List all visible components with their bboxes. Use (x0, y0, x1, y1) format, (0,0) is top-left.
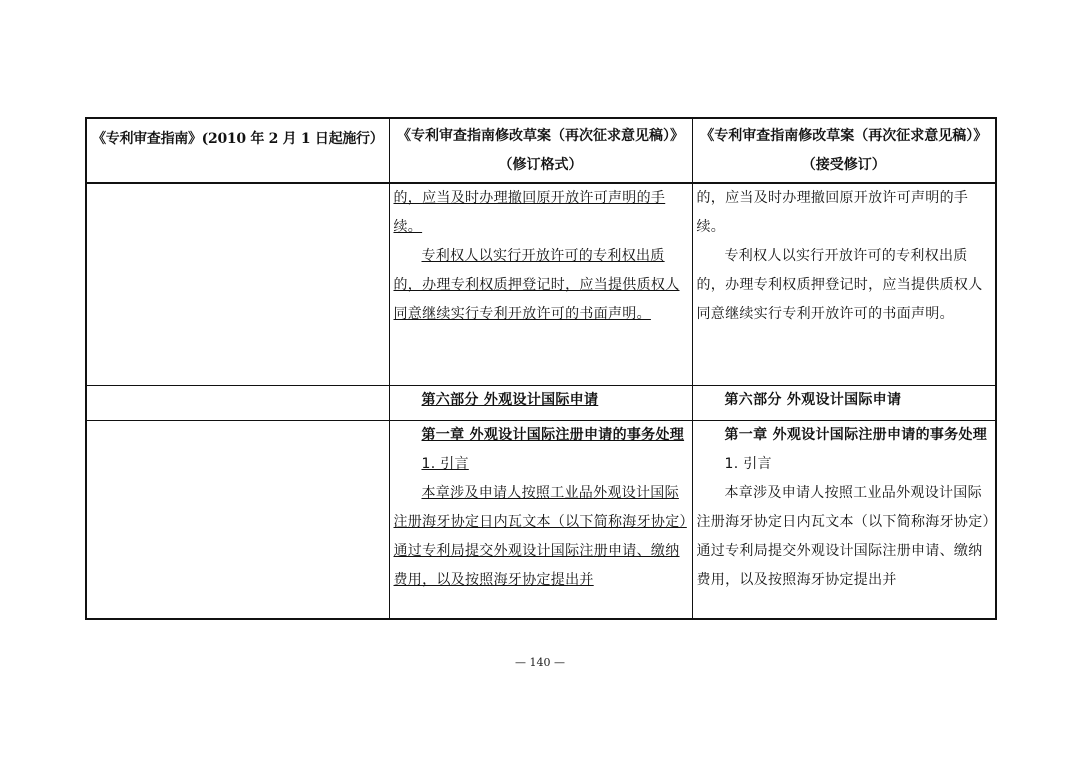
table-row (86, 183, 996, 386)
cell-track-changes (389, 183, 692, 386)
paragraph: 专利权人以实行开放许可的专利权出质的，办理专利权质押登记时，应当提供质权人同意继续实行专利开放许可的书面声明。 (393, 248, 680, 322)
section-heading: 1. 引言 (421, 456, 469, 472)
cell-accepted (692, 386, 996, 421)
cell-original (86, 183, 389, 386)
cell-original (86, 386, 389, 421)
paragraph: 的，应当及时办理撤回原开放许可声明的手续。 (393, 190, 666, 235)
comparison-table (85, 117, 997, 620)
header-revised-accepted: 《专利审查指南修改草案（再次征求意见稿）》（接受修订） (692, 118, 996, 183)
part-heading: 第六部分 外观设计国际申请 (724, 392, 902, 408)
table-row (86, 386, 996, 421)
cell-original (86, 421, 389, 620)
cell-track-changes (389, 386, 692, 421)
table-header-row (86, 118, 996, 183)
cell-accepted (692, 421, 996, 620)
part-heading: 第六部分 外观设计国际申请 (421, 392, 599, 408)
section-heading: 1. 引言 (724, 456, 772, 472)
header-revised-track-changes: 《专利审查指南修改草案（再次征求意见稿）》（修订格式） (389, 118, 692, 183)
paragraph: 本章涉及申请人按照工业品外观设计国际注册海牙协定日内瓦文本（以下简称海牙协定）通过专利局提交外观设计国际注册申请、缴纳费用，以及按照海牙协定提出并 (393, 485, 687, 588)
header-original-guideline: 《专利审查指南》(2010 年 2 月 1 日起施行） (86, 118, 389, 183)
paragraph: 本章涉及申请人按照工业品外观设计国际注册海牙协定日内瓦文本（以下简称海牙协定）通过专利局提交外观设计国际注册申请、缴纳费用，以及按照海牙协定提出并 (696, 485, 990, 588)
cell-accepted (692, 183, 996, 386)
page-number: — 140 — (515, 656, 565, 669)
chapter-heading: 第一章 外观设计国际注册申请的事务处理 (421, 427, 685, 443)
paragraph: 专利权人以实行开放许可的专利权出质的，办理专利权质押登记时，应当提供质权人同意继续实行专利开放许可的书面声明。 (696, 248, 983, 322)
paragraph: 的，应当及时办理撤回原开放许可声明的手续。 (696, 190, 969, 235)
cell-track-changes (389, 421, 692, 620)
chapter-heading: 第一章 外观设计国际注册申请的事务处理 (724, 427, 988, 443)
table-row (86, 421, 996, 620)
